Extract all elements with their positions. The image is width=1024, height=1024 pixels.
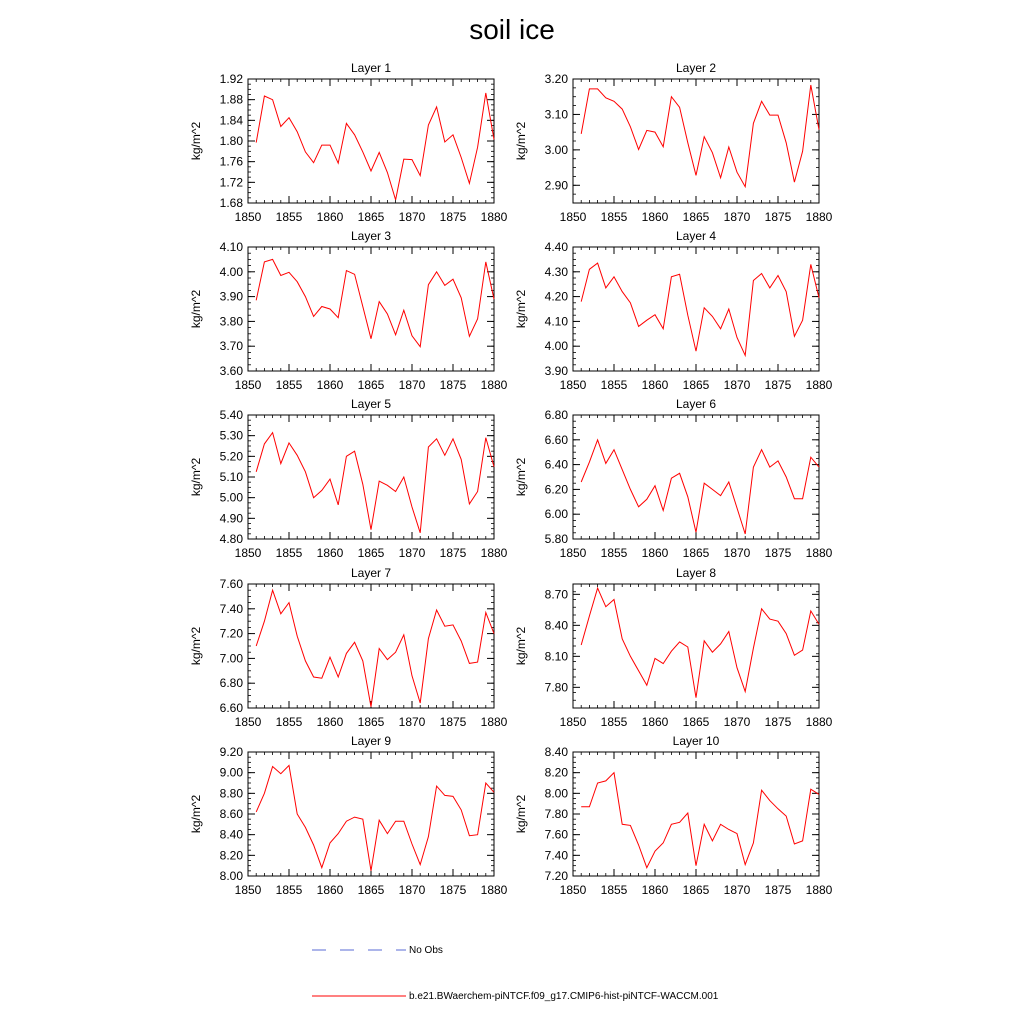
y-tick-label: 8.40 <box>544 618 568 633</box>
panel-title: Layer 4 <box>675 229 717 243</box>
y-tick-label: 6.20 <box>544 482 568 497</box>
x-tick-label: 1870 <box>723 883 751 897</box>
x-tick-label: 1880 <box>805 378 833 392</box>
y-tick-label: 1.80 <box>219 134 243 148</box>
x-tick-label: 1875 <box>764 210 792 224</box>
x-tick-label: 1865 <box>357 210 385 224</box>
x-tick-label: 1875 <box>439 378 467 392</box>
x-tick-label: 1880 <box>480 378 508 392</box>
panel-title: Layer 9 <box>350 734 392 748</box>
y-axis-label: kg/m^2 <box>514 626 528 666</box>
y-tick-label: 3.10 <box>544 107 568 122</box>
x-tick-label: 1875 <box>764 715 792 729</box>
x-tick-label: 1865 <box>357 883 385 897</box>
y-tick-label: 7.80 <box>544 680 568 695</box>
plot-frame <box>248 79 494 203</box>
plot-frame <box>248 584 494 708</box>
x-tick-label: 1860 <box>641 210 669 224</box>
y-tick-label: 5.00 <box>219 490 243 505</box>
y-tick-label: 7.00 <box>219 651 243 666</box>
x-tick-label: 1870 <box>398 210 426 224</box>
x-tick-label: 1880 <box>480 210 508 224</box>
panel-title: Layer 10 <box>672 734 720 748</box>
y-tick-label: 4.80 <box>219 532 243 546</box>
x-tick-label: 1850 <box>559 210 587 224</box>
y-tick-label: 3.20 <box>544 72 568 86</box>
x-tick-label: 1870 <box>723 546 751 560</box>
legend-label: b.e21.BWaerchem-piNTCF.f09_g17.CMIP6-hist-piNTCF-WACCM.001 <box>409 991 719 1002</box>
y-tick-label: 4.00 <box>544 339 568 354</box>
plot-frame <box>248 415 494 539</box>
x-tick-label: 1865 <box>357 715 385 729</box>
series-line <box>256 765 494 870</box>
x-tick-label: 1870 <box>398 715 426 729</box>
y-tick-label: 8.20 <box>219 848 243 863</box>
y-tick-label: 4.30 <box>544 264 568 279</box>
x-tick-label: 1865 <box>682 378 710 392</box>
x-tick-label: 1860 <box>641 883 669 897</box>
x-tick-label: 1855 <box>600 210 628 224</box>
x-tick-label: 1875 <box>764 883 792 897</box>
x-tick-label: 1865 <box>357 378 385 392</box>
panel-title: Layer 6 <box>675 397 717 411</box>
x-tick-label: 1850 <box>234 546 262 560</box>
y-axis-label: kg/m^2 <box>514 289 528 329</box>
x-tick-label: 1850 <box>234 210 262 224</box>
x-tick-label: 1870 <box>723 210 751 224</box>
y-tick-label: 5.40 <box>219 408 243 422</box>
x-tick-label: 1860 <box>641 378 669 392</box>
y-tick-label: 3.90 <box>544 364 568 378</box>
x-tick-label: 1850 <box>559 883 587 897</box>
x-tick-label: 1850 <box>559 378 587 392</box>
x-tick-label: 1880 <box>480 883 508 897</box>
x-tick-label: 1870 <box>398 883 426 897</box>
y-tick-label: 3.60 <box>219 364 243 378</box>
plot-frame <box>573 79 819 203</box>
panel-7 <box>189 566 508 729</box>
series-line <box>581 773 819 868</box>
x-tick-label: 1865 <box>682 715 710 729</box>
y-tick-label: 1.72 <box>219 175 243 190</box>
y-tick-label: 7.60 <box>544 827 568 842</box>
plot-frame <box>573 247 819 371</box>
y-tick-label: 3.80 <box>219 314 243 329</box>
panel-title: Layer 1 <box>350 61 392 75</box>
y-tick-label: 4.10 <box>219 240 243 254</box>
x-tick-label: 1875 <box>439 546 467 560</box>
x-tick-label: 1865 <box>682 883 710 897</box>
y-axis-label: kg/m^2 <box>189 626 203 666</box>
y-axis-label: kg/m^2 <box>514 794 528 834</box>
y-tick-label: 8.60 <box>219 807 243 821</box>
y-tick-label: 7.80 <box>544 807 568 821</box>
x-tick-label: 1860 <box>316 715 344 729</box>
y-tick-label: 6.40 <box>544 457 568 472</box>
plot-frame <box>573 752 819 876</box>
y-tick-label: 8.10 <box>544 649 568 664</box>
plot-frame <box>248 752 494 876</box>
series-line <box>581 263 819 355</box>
legend <box>312 945 719 1002</box>
y-tick-label: 4.10 <box>544 314 568 329</box>
x-tick-label: 1860 <box>316 210 344 224</box>
panel-title: Layer 5 <box>350 397 392 411</box>
y-axis-label: kg/m^2 <box>189 794 203 834</box>
x-tick-label: 1865 <box>357 546 385 560</box>
series-line <box>581 85 819 187</box>
y-tick-label: 6.00 <box>544 507 568 522</box>
y-axis-label: kg/m^2 <box>514 457 528 497</box>
y-tick-label: 3.70 <box>219 339 243 354</box>
x-tick-label: 1855 <box>275 715 303 729</box>
figure-title: soil ice <box>469 14 555 45</box>
y-tick-label: 6.80 <box>219 676 243 691</box>
y-axis-label: kg/m^2 <box>189 457 203 497</box>
panel-title: Layer 3 <box>350 229 392 243</box>
x-tick-label: 1855 <box>275 210 303 224</box>
y-tick-label: 3.00 <box>544 142 568 157</box>
y-tick-label: 7.20 <box>544 869 568 883</box>
panel-8 <box>514 566 833 729</box>
x-tick-label: 1855 <box>275 546 303 560</box>
x-tick-label: 1855 <box>275 883 303 897</box>
y-tick-label: 8.40 <box>219 827 243 842</box>
x-tick-label: 1860 <box>316 378 344 392</box>
y-tick-label: 8.20 <box>544 765 568 780</box>
x-tick-label: 1860 <box>316 546 344 560</box>
x-tick-label: 1870 <box>398 378 426 392</box>
y-tick-label: 4.00 <box>219 264 243 279</box>
y-tick-label: 7.40 <box>544 848 568 863</box>
x-tick-label: 1865 <box>682 546 710 560</box>
y-tick-label: 4.20 <box>544 289 568 304</box>
panel-title: Layer 8 <box>675 566 717 580</box>
y-tick-label: 1.92 <box>219 72 243 86</box>
y-tick-label: 8.00 <box>219 869 243 883</box>
x-tick-label: 1875 <box>439 210 467 224</box>
y-tick-label: 8.80 <box>219 786 243 801</box>
series-line <box>581 588 819 698</box>
y-tick-label: 6.60 <box>544 432 568 447</box>
x-tick-label: 1855 <box>600 378 628 392</box>
legend-label: No Obs <box>409 945 443 956</box>
x-tick-label: 1855 <box>600 883 628 897</box>
y-tick-label: 8.70 <box>544 587 568 602</box>
series-line <box>256 259 494 346</box>
panel-10 <box>514 734 833 897</box>
series-line <box>256 433 494 533</box>
x-tick-label: 1870 <box>398 546 426 560</box>
x-tick-label: 1860 <box>641 546 669 560</box>
x-tick-label: 1865 <box>682 210 710 224</box>
y-tick-label: 2.90 <box>544 178 568 193</box>
y-tick-label: 5.80 <box>544 532 568 546</box>
x-tick-label: 1870 <box>723 378 751 392</box>
x-tick-label: 1850 <box>234 715 262 729</box>
y-tick-label: 5.10 <box>219 470 243 484</box>
y-axis-label: kg/m^2 <box>189 121 203 161</box>
x-tick-label: 1870 <box>723 715 751 729</box>
y-tick-label: 4.40 <box>544 240 568 254</box>
x-tick-label: 1880 <box>480 715 508 729</box>
panel-4 <box>514 229 833 392</box>
x-tick-label: 1850 <box>559 715 587 729</box>
x-tick-label: 1850 <box>559 546 587 560</box>
panel-2 <box>514 61 833 224</box>
y-tick-label: 1.68 <box>219 196 243 210</box>
series-line <box>256 93 494 200</box>
x-tick-label: 1875 <box>764 546 792 560</box>
x-tick-label: 1880 <box>480 546 508 560</box>
x-tick-label: 1880 <box>805 210 833 224</box>
y-tick-label: 3.90 <box>219 289 243 304</box>
y-tick-label: 9.00 <box>219 765 243 780</box>
y-tick-label: 7.60 <box>219 577 243 591</box>
x-tick-label: 1860 <box>641 715 669 729</box>
series-line <box>256 590 494 707</box>
x-tick-label: 1880 <box>805 715 833 729</box>
y-tick-label: 1.84 <box>219 113 243 128</box>
y-tick-label: 6.80 <box>544 408 568 422</box>
y-tick-label: 1.88 <box>219 92 243 107</box>
x-tick-label: 1850 <box>234 378 262 392</box>
panel-1 <box>189 61 508 224</box>
y-tick-label: 6.60 <box>219 701 243 715</box>
y-tick-label: 7.20 <box>219 626 243 641</box>
y-tick-label: 7.40 <box>219 601 243 616</box>
panel-title: Layer 2 <box>675 61 717 75</box>
panel-6 <box>514 397 833 560</box>
plot-frame <box>248 247 494 371</box>
x-tick-label: 1880 <box>805 546 833 560</box>
y-axis-label: kg/m^2 <box>189 289 203 329</box>
y-tick-label: 1.76 <box>219 154 243 169</box>
series-line <box>581 440 819 534</box>
x-tick-label: 1855 <box>275 378 303 392</box>
y-axis-label: kg/m^2 <box>514 121 528 161</box>
x-tick-label: 1855 <box>600 546 628 560</box>
y-tick-label: 8.40 <box>544 745 568 759</box>
x-tick-label: 1855 <box>600 715 628 729</box>
x-tick-label: 1875 <box>439 883 467 897</box>
panel-5 <box>189 397 508 560</box>
panel-title: Layer 7 <box>350 566 392 580</box>
y-tick-label: 5.20 <box>219 449 243 464</box>
x-tick-label: 1860 <box>316 883 344 897</box>
y-tick-label: 9.20 <box>219 745 243 759</box>
y-tick-label: 4.90 <box>219 511 243 526</box>
plot-frame <box>573 415 819 539</box>
x-tick-label: 1880 <box>805 883 833 897</box>
x-tick-label: 1875 <box>439 715 467 729</box>
y-tick-label: 5.30 <box>219 428 243 443</box>
x-tick-label: 1875 <box>764 378 792 392</box>
x-tick-label: 1850 <box>234 883 262 897</box>
y-tick-label: 8.00 <box>544 786 568 801</box>
panel-3 <box>189 229 508 392</box>
panel-9 <box>189 734 508 897</box>
